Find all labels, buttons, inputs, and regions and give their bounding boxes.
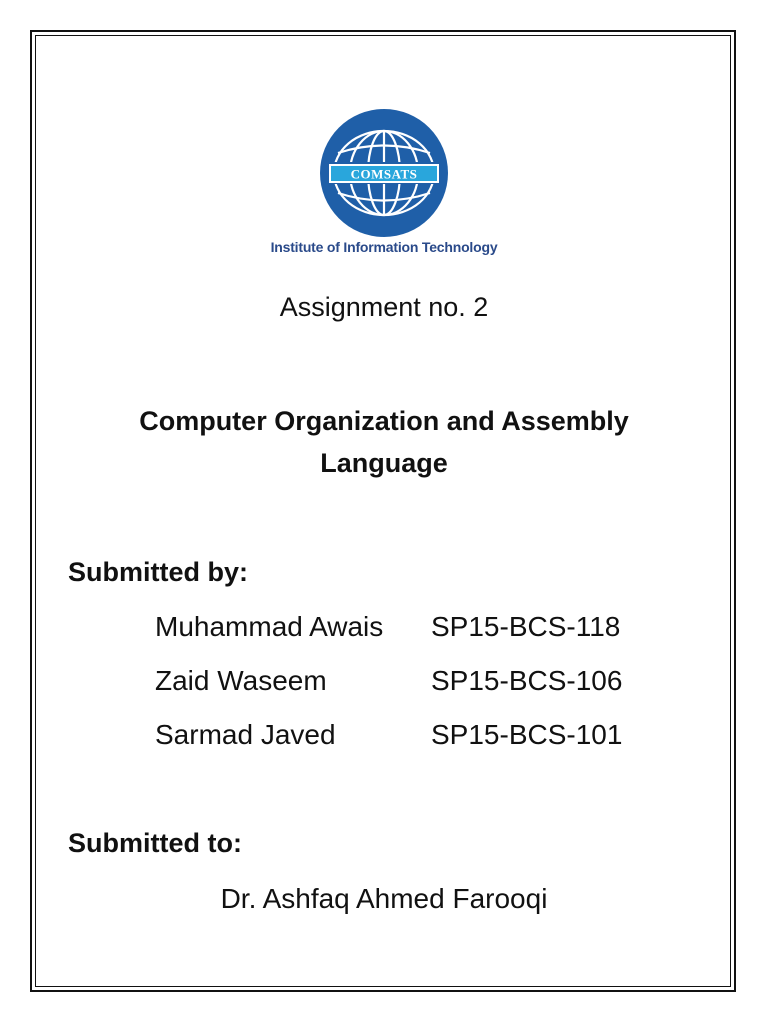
supervisor-name: Dr. Ashfaq Ahmed Farooqi [220,883,548,914]
course-title-line-2: Language [320,448,448,478]
member-id: SP15-BCS-101 [431,719,623,750]
course-title-line-1: Computer Organization and Assembly [139,406,629,436]
comsats-logo-icon [318,108,450,238]
institute-name: Institute of Information Technology [270,239,498,255]
course-title [0,400,768,484]
member-name: Zaid Waseem [155,665,327,696]
member-id: SP15-BCS-118 [431,611,621,642]
member-name: Muhammad Awais [155,611,384,642]
member-name: Sarmad Javed [155,719,336,750]
submitted-by-heading: Submitted by: [68,557,248,587]
logo [0,108,768,238]
member-id: SP15-BCS-106 [431,665,623,696]
logo-text: COMSATS [350,166,418,182]
assignment-title: Assignment no. 2 [279,292,489,322]
submitted-to-heading: Submitted to: [68,828,242,858]
